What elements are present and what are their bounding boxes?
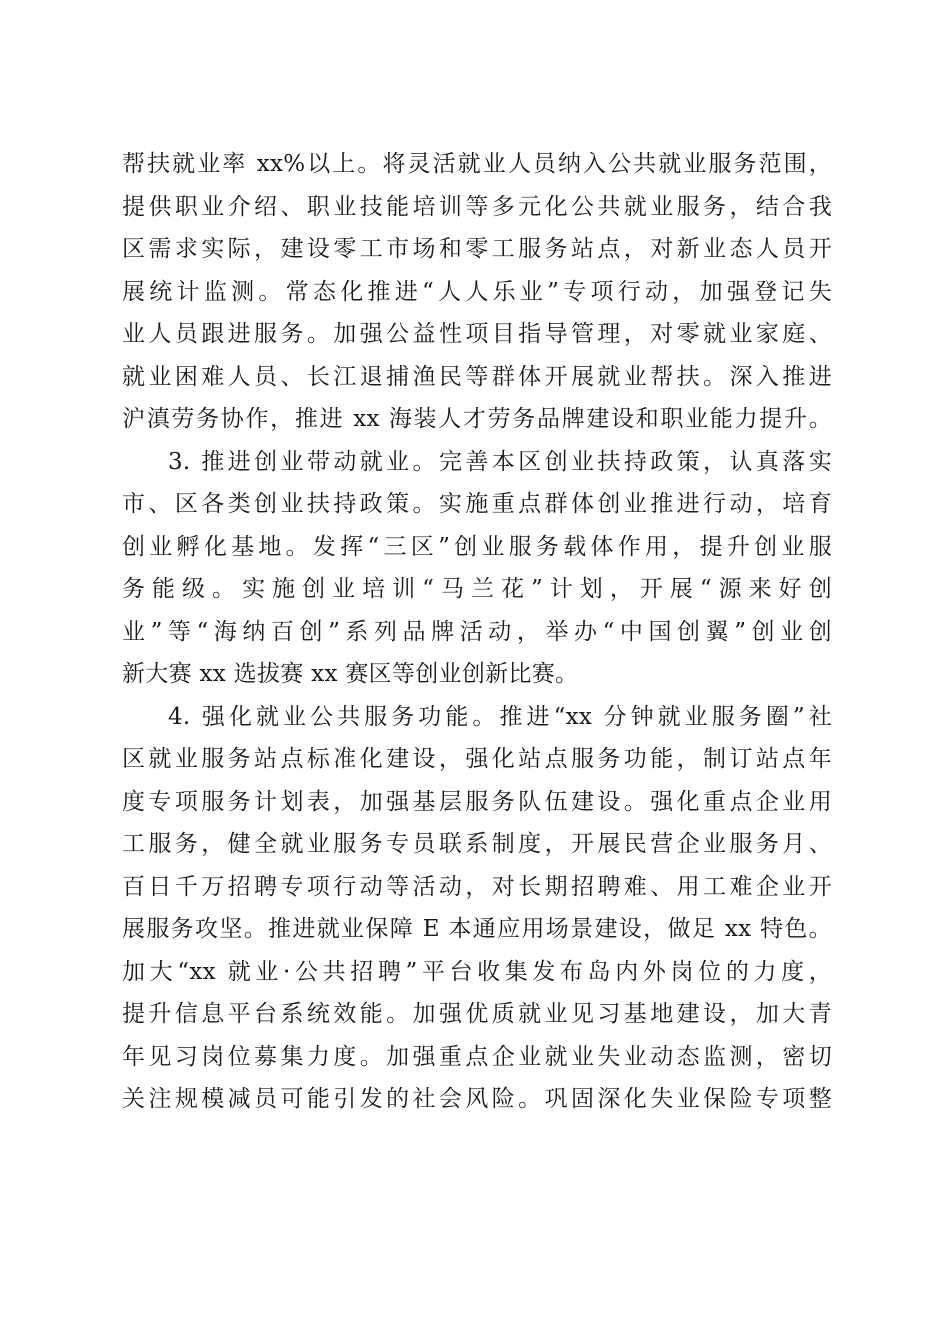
text-line: 3. 推进创业带动就业。完善本区创业扶持政策，认真落实 — [168, 448, 832, 475]
text-line: 新大赛 xx 选拔赛 xx 赛区等创业创新比赛。 — [122, 661, 579, 687]
text-line: 就业困难人员、长江退捕渔民等群体开展就业帮扶。深入推进 — [122, 363, 832, 390]
text-line: 工服务，健全就业服务专员联系制度，开展民营企业服务月、 — [122, 831, 832, 857]
text-line: 帮扶就业率 xx%以上。将灵活就业人员纳入公共就业服务范围， — [122, 151, 832, 177]
text-line: 区就业服务站点标准化建设，强化站点服务功能，制订站点年 — [122, 746, 832, 772]
text-line: 市、区各类创业扶持政策。实施重点群体创业推进行动，培育 — [122, 491, 832, 517]
text-line: 关注规模减员可能引发的社会风险。巩固深化失业保险专项整 — [122, 1086, 832, 1112]
text-line: 业人员跟进服务。加强公益性项目指导管理，对零就业家庭、 — [122, 321, 832, 347]
text-line: 展服务攻坚。推进就业保障 E 本通应用场景建设，做足 xx 特色。 — [122, 916, 832, 942]
text-line: 加大“xx 就业·公共招聘”平台收集发布岛内外岗位的力度， — [122, 958, 832, 985]
text-line: 展统计监测。常态化推进“人人乐业”专项行动，加强登记失 — [122, 278, 832, 305]
text-line: 沪滇劳务协作，推进 xx 海装人才劳务品牌建设和职业能力提升。 — [122, 406, 832, 432]
body-text — [122, 143, 832, 1121]
text-line: 年见习岗位募集力度。加强重点企业就业失业动态监测，密切 — [122, 1043, 832, 1070]
text-line: 务能级。实施创业培训“马兰花”计划，开展“源来好创 — [122, 576, 832, 602]
text-line: 业”等“海纳百创”系列品牌活动，举办“中国创翼”创业创 — [122, 618, 832, 645]
text-line: 度专项服务计划表，加强基层服务队伍建设。强化重点企业用 — [122, 788, 832, 815]
text-line: 区需求实际，建设零工市场和零工服务站点，对新业态人员开 — [122, 236, 832, 262]
text-line: 提升信息平台系统效能。加强优质就业见习基地建设，加大青 — [122, 1001, 832, 1027]
text-line: 4. 强化就业公共服务功能。推进“xx 分钟就业服务圈”社 — [168, 703, 832, 730]
text-line: 创业孵化基地。发挥“三区”创业服务载体作用，提升创业服 — [122, 533, 832, 560]
text-line: 提供职业介绍、职业技能培训等多元化公共就业服务，结合我 — [122, 193, 832, 220]
text-line: 百日千万招聘专项行动等活动，对长期招聘难、用工难企业开 — [122, 873, 832, 900]
